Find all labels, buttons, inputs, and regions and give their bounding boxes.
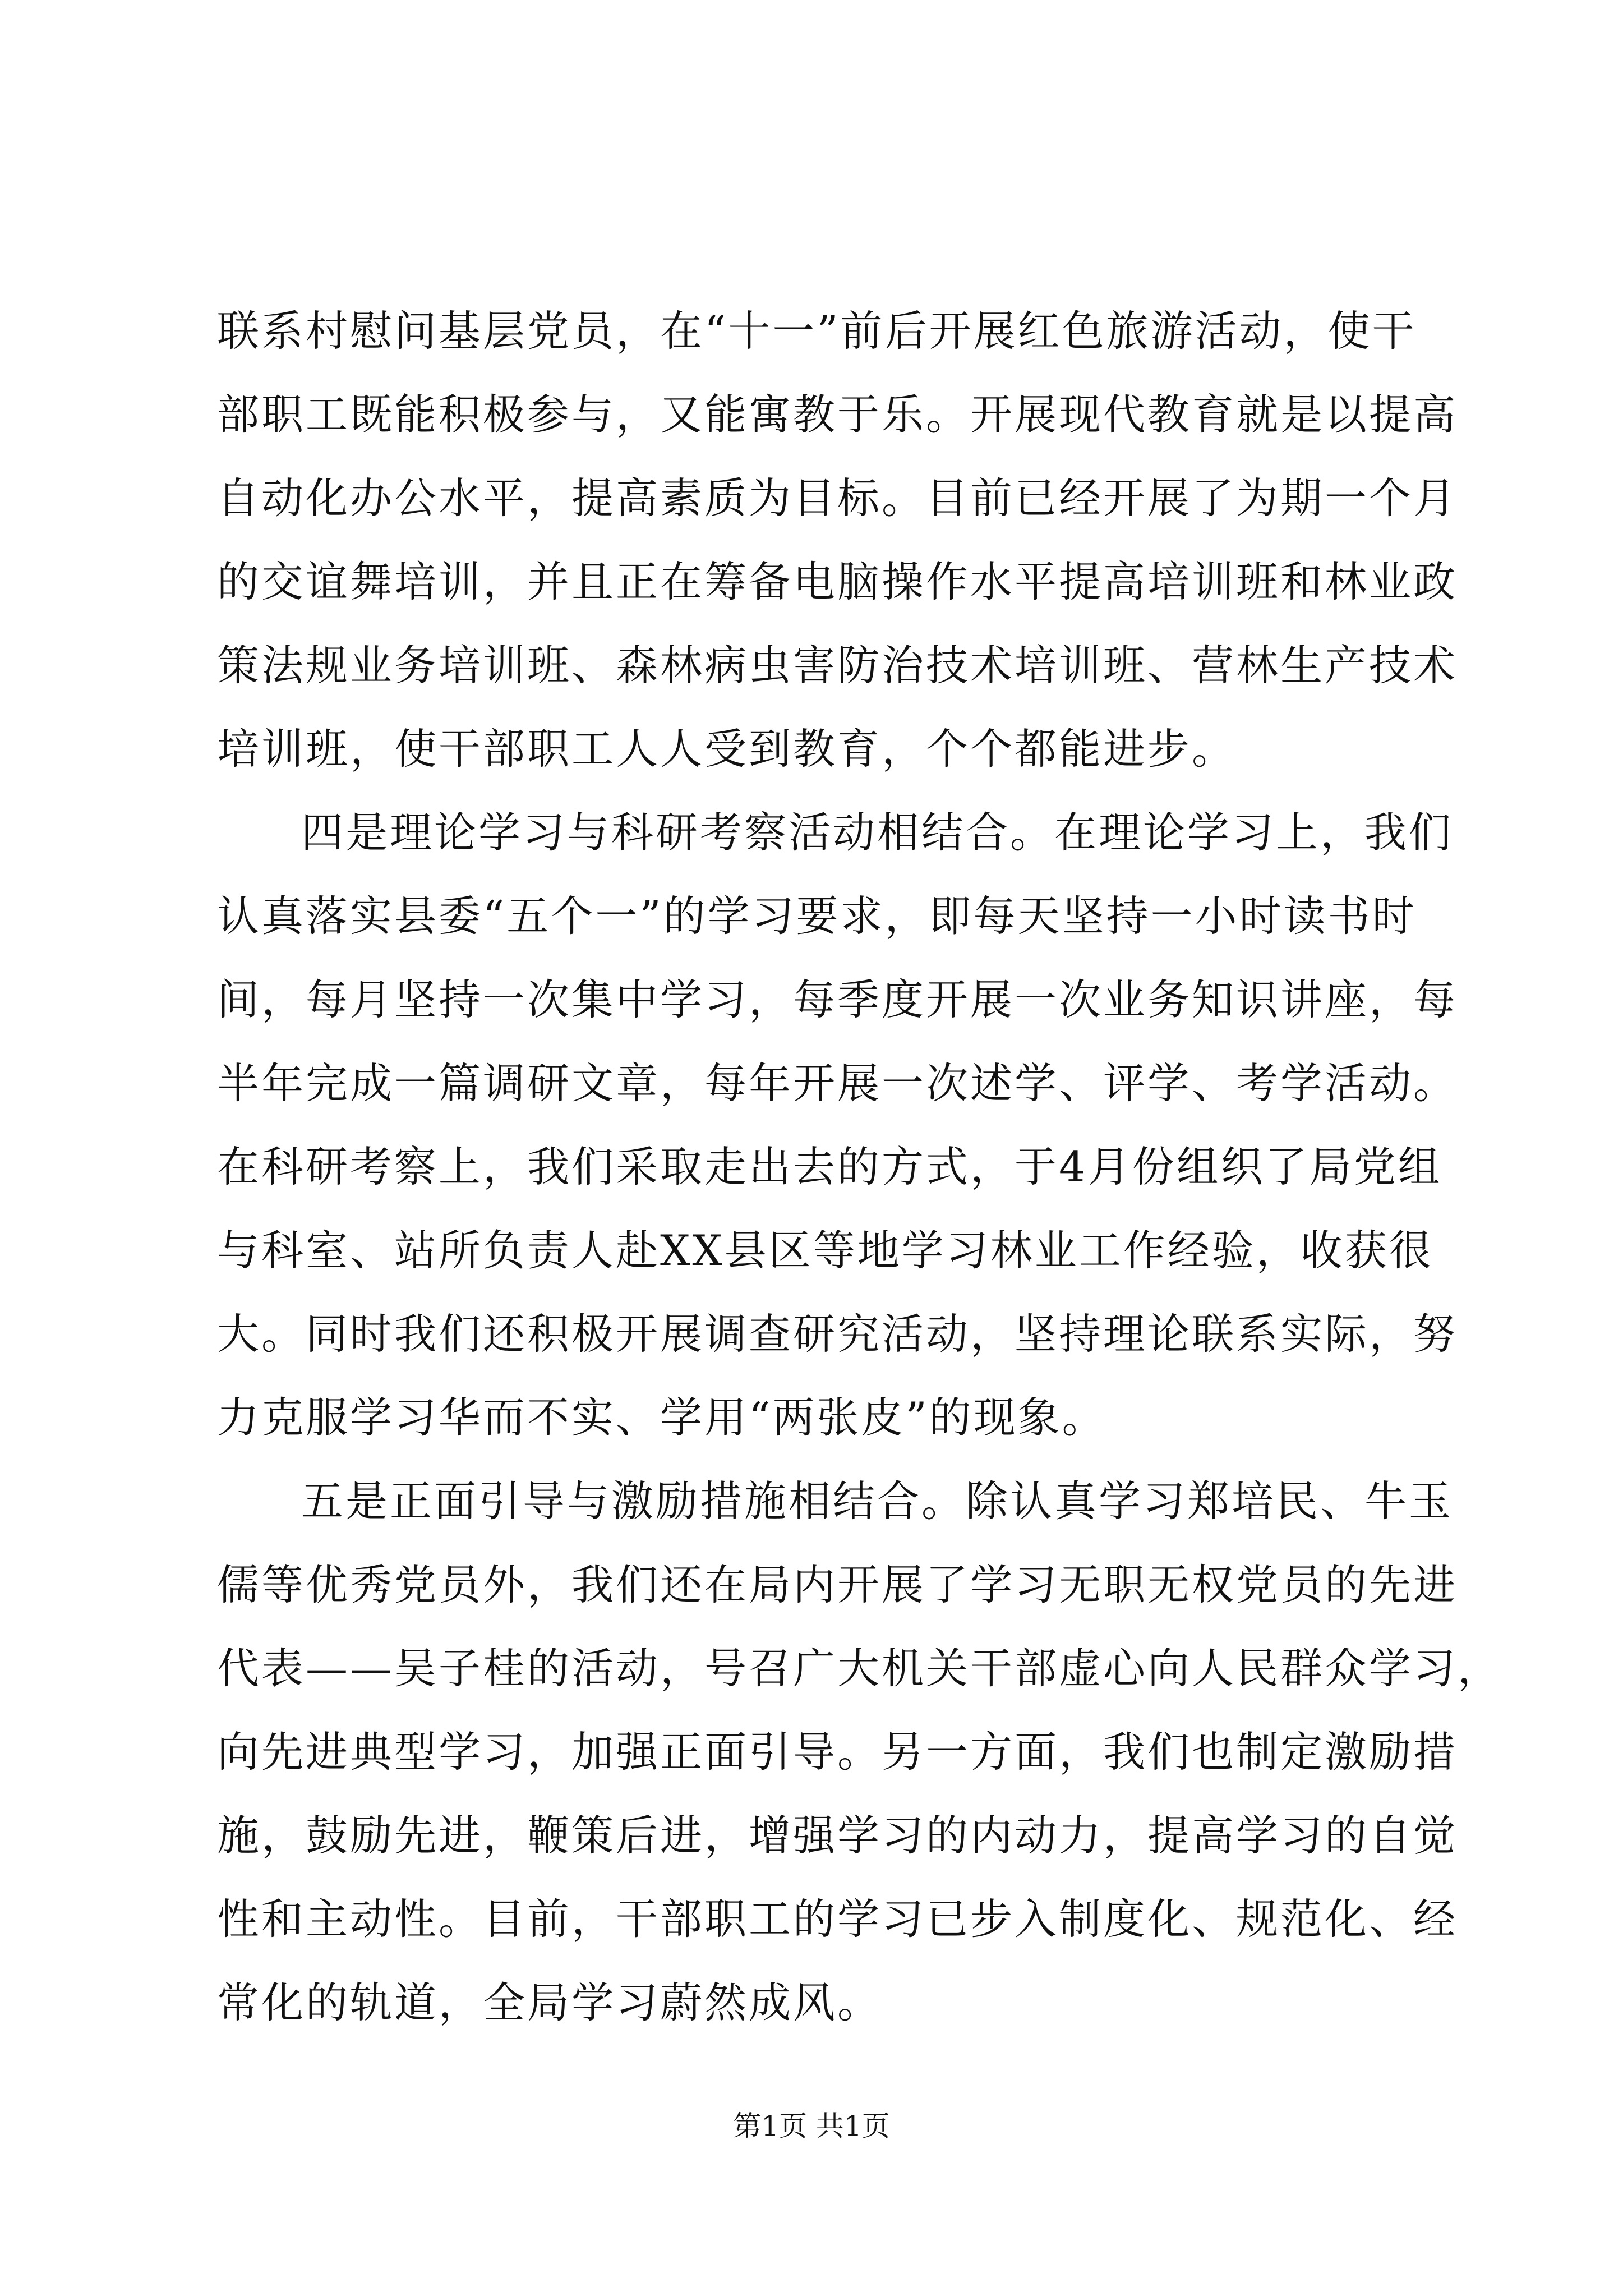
text-line: 间，每月坚持一次集中学习，每季度开展一次业务知识讲座，每 bbox=[217, 975, 1458, 1024]
text-line: 力克服学习华而不实、学用“两张皮”的现象。 bbox=[217, 1393, 1106, 1442]
text-line: 自动化办公水平，提高素质为目标。目前已经开展了为期一个月 bbox=[217, 473, 1458, 523]
text-line: 向先进典型学习，加强正面引导。另一方面，我们也制定激励措 bbox=[217, 1727, 1458, 1777]
text-line: 与科室、站所负责人赴XX县区等地学习林业工作经验，收获很 bbox=[217, 1226, 1433, 1275]
text-line: 常化的轨道，全局学习蔚然成风。 bbox=[217, 1978, 882, 2027]
page-number: 第1页 共1页 bbox=[733, 2110, 890, 2142]
text-line: 策法规业务培训班、森林病虫害防治技术培训班、营林生产技术 bbox=[217, 641, 1458, 690]
paragraph-start-line: 五是正面引导与激励措施相结合。除认真学习郑培民、牛玉 bbox=[301, 1476, 1454, 1526]
text-line: 部职工既能积极参与，又能寓教于乐。开展现代教育就是以提高 bbox=[217, 390, 1458, 439]
text-line: 半年完成一篇调研文章，每年开展一次述学、评学、考学活动。 bbox=[217, 1059, 1458, 1108]
text-line: 认真落实县委“五个一”的学习要求，即每天坚持一小时读书时 bbox=[217, 891, 1417, 941]
text-line: 儒等优秀党员外，我们还在局内开展了学习无职无权党员的先进 bbox=[217, 1560, 1458, 1609]
text-line: 联系村慰问基层党员，在“十一”前后开展红色旅游活动，使干 bbox=[217, 306, 1417, 356]
text-line: 培训班，使干部职工人人受到教育，个个都能进步。 bbox=[217, 724, 1237, 774]
text-line: 性和主动性。目前，干部职工的学习已步入制度化、规范化、经 bbox=[217, 1894, 1458, 1944]
text-line: 代表——吴子桂的活动，号召广大机关干部虚心向人民群众学习， bbox=[217, 1644, 1502, 1693]
text-line: 在科研考察上，我们采取走出去的方式，于4月份组织了局党组 bbox=[217, 1142, 1442, 1191]
text-line: 施，鼓励先进，鞭策后进，增强学习的内动力，提高学习的自觉 bbox=[217, 1811, 1458, 1860]
paragraph-start-line: 四是理论学习与科研考察活动相结合。在理论学习上，我们 bbox=[301, 808, 1454, 857]
text-line: 大。同时我们还积极开展调查研究活动，坚持理论联系实际，努 bbox=[217, 1309, 1458, 1359]
text-line: 的交谊舞培训，并且正在筹备电脑操作水平提高培训班和林业政 bbox=[217, 557, 1458, 606]
